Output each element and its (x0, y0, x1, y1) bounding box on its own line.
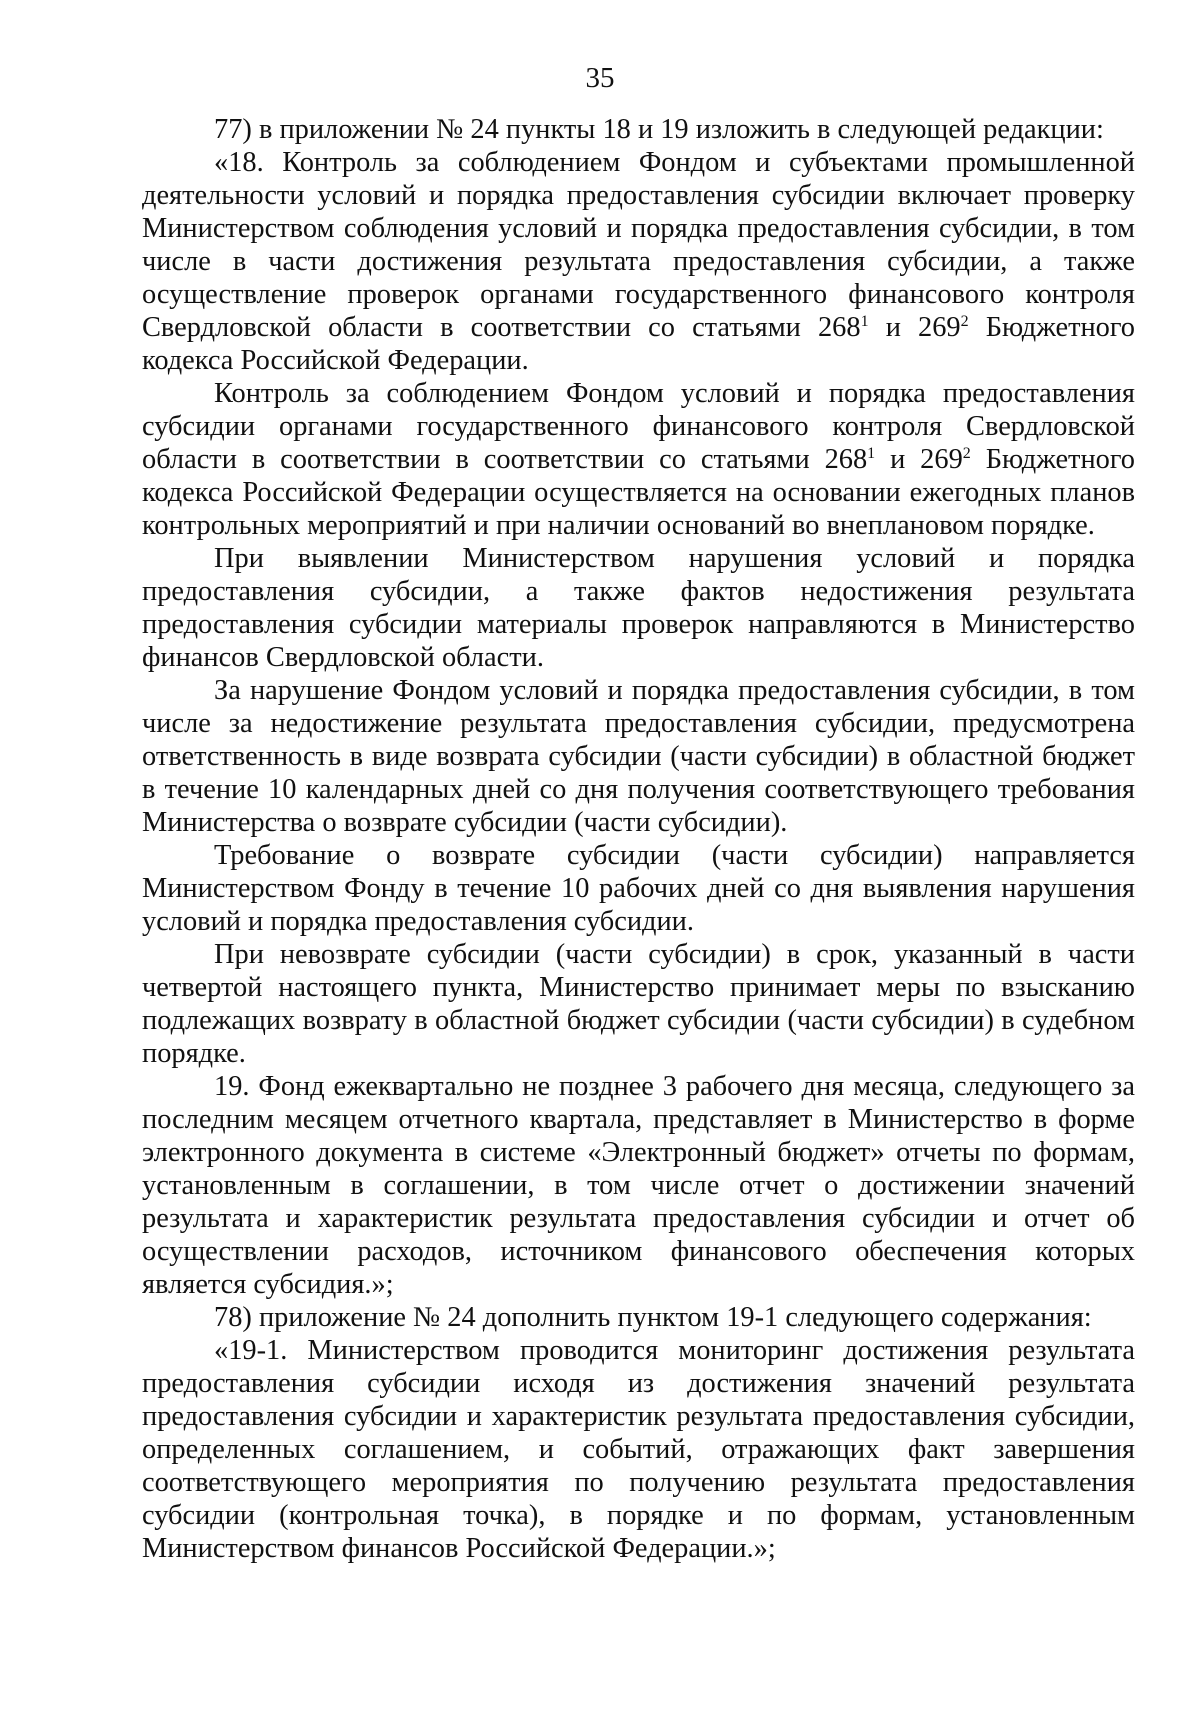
paragraph-amendment-78: 78) приложение № 24 дополнить пунктом 19-1 следующего содержания: (214, 1302, 1092, 1333)
paragraph-non-return-court: При невозврате субсидии (части субсидии) в срок, указанный в части четвертой настоящего пункта, Министерство принимает меры по взысканию подлежащих возврату в областной бюджет субсидии (части субсидии) в судебном порядке. (142, 939, 1135, 1069)
document-body (142, 113, 1135, 1565)
paragraph-responsibility-return: За нарушение Фондом условий и порядка предоставления субсидии, в том числе за недостижение результата предоставления субсидии, предусмотрена ответственность в виде возврата субсидии (части субсидии) в областной бюджет в течение 10 календарных дней со дня получения соответствующего требования Министерства о возврате субсидии (части субсидии). (142, 675, 1135, 838)
paragraph-amendment-77: 77) в приложении № 24 пункты 18 и 19 изложить в следующей редакции: (214, 114, 1104, 145)
paragraph-item-18-control: «18. Контроль за соблюдением Фондом и субъектами промышленной деятельности условий и порядка предоставления субсидии включает проверку Министерством соблюдения условий и порядка предоставления субсидии, в том числе в части достижения результата предоставления субсидии, а также осуществление проверок органами государственного финансового контроля Свердловской области в соответствии со статьями $268^1$ и $269^2$ Бюджетного кодекса Российской Федерации. (142, 147, 1135, 376)
page-number: 35 (585, 62, 615, 94)
paragraph-item-19-1-monitoring: «19-1. Министерством проводится мониторинг достижения результата предоставления субсидии исходя из достижения значений результата предоставления субсидии и характеристик результата предоставления субсидии, определенных соглашением, и событий, отражающих факт завершения соответствующего мероприятия по получению результата предоставления субсидии (контрольная точка), в порядке и по формам, установленным Министерством финансов Российской Федерации.»; (142, 1335, 1135, 1564)
paragraph-violations-detected: При выявлении Министерством нарушения условий и порядка предоставления субсидии, а также фактов недостижения результата предоставления субсидии материалы проверок направляются в Министерство финансов Свердловской области. (142, 543, 1135, 673)
paragraph-return-requirement: Требование о возврате субсидии (части субсидии) направляется Министерством Фонду в течение 10 рабочих дней со дня выявления нарушения условий и порядка предоставления субсидии. (142, 840, 1135, 937)
paragraph-item-19-reports: 19. Фонд ежеквартально не позднее 3 рабочего дня месяца, следующего за последним месяцем отчетного квартала, представляет в Министерство в форме электронного документа в системе «Электронный бюджет» отчеты по формам, установленным в соглашении, в том числе отчет о достижении значений результата и характеристик результата предоставления субсидии и отчет об осуществлении расходов, источником финансового обеспечения которых является субсидия.»; (142, 1071, 1135, 1300)
paragraph-control-fund: Контроль за соблюдением Фондом условий и порядка предоставления субсидии органами государственного финансового контроля Свердловской области в соответствии в соответствии со статьями $268^1$ и $269^2$ Бюджетного кодекса Российской Федерации осуществляется на основании ежегодных планов контрольных мероприятий и при наличии оснований во внеплановом порядке. (142, 378, 1135, 541)
